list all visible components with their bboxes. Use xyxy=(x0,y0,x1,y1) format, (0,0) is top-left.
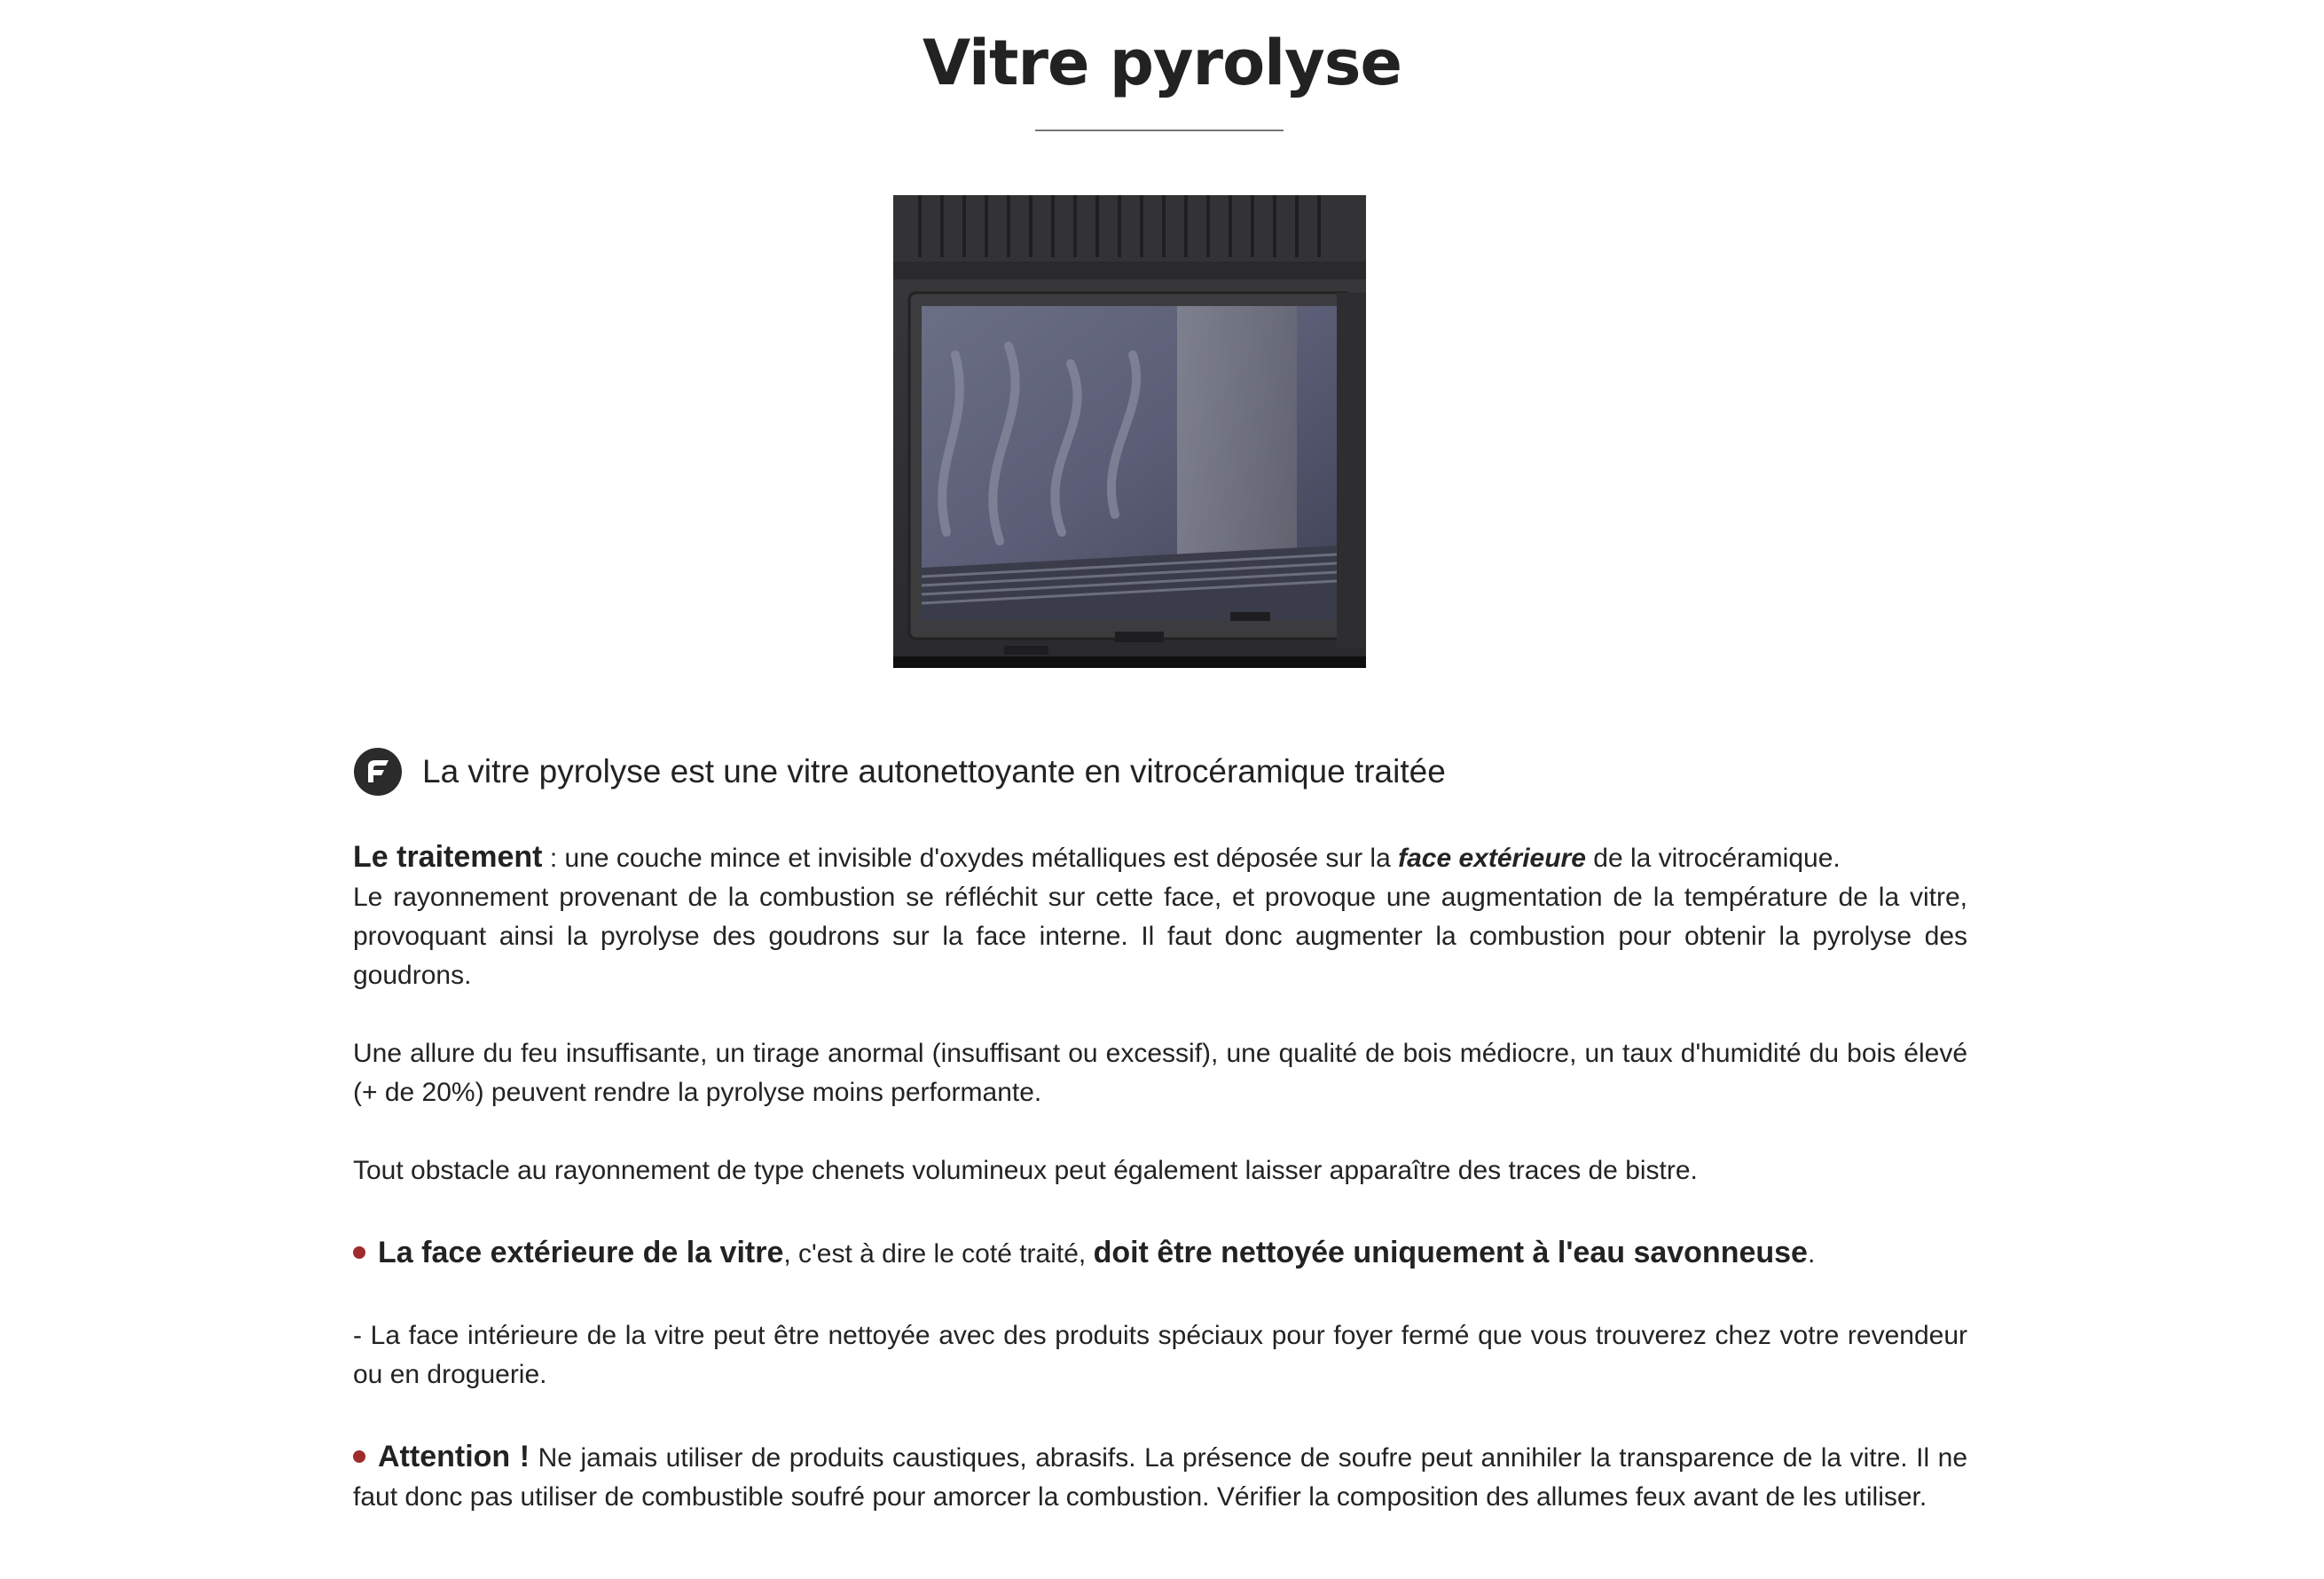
title-underline xyxy=(1035,130,1284,131)
treatment-text-before: : une couche mince et invisible d'oxydes métalliques est déposée sur la xyxy=(542,844,1399,873)
exterior-strong-1: La face extérieure de la vitre xyxy=(378,1236,784,1269)
treatment-emphasis: face extérieure xyxy=(1398,844,1586,873)
obstacle-paragraph: Tout obstacle au rayonnement de type chenets volumineux peut également laisser apparaître des traces de bistre. xyxy=(353,1156,1698,1185)
fireplace-glass-photo xyxy=(893,195,1366,668)
section-heading-text: La vitre pyrolyse est une vitre autonettoyante en vitrocéramique traitée xyxy=(422,753,1446,790)
bullet-dot-icon xyxy=(353,1450,365,1463)
exterior-middle: , c'est à dire le coté traité, xyxy=(783,1239,1094,1269)
bullet-dot-icon xyxy=(353,1246,365,1259)
radiation-paragraph: Le rayonnement provenant de la combustion se réfléchit sur cette face, et provoque une augmentation de la température de la vitre, provoquant ainsi la pyrolyse des goudrons sur la face interne. Il faut donc augmenter la combustion pour obtenir la pyrolyse des goudrons. xyxy=(353,883,1967,990)
allure-paragraph: Une allure du feu insuffisante, un tirage anormal (insuffisant ou excessif), une qualité de bois médiocre, un taux d'humidité du bois élevé (+ de 20%) peuvent rendre la pyrolyse moins performante. xyxy=(353,1039,1967,1107)
treatment-paragraph xyxy=(353,837,1967,878)
attention-text: Ne jamais utiliser de produits caustiques, abrasifs. La présence de soufre peut annihiler la transparence de la vitre. Il ne faut donc pas utiliser de combustible soufré pour amorcer la combustion. Vérifier la composition des allumes feux avant de les utiliser. xyxy=(353,1443,1968,1512)
exterior-bullet xyxy=(353,1233,1967,1274)
brand-logo-icon xyxy=(353,747,403,797)
exterior-end: . xyxy=(1807,1239,1816,1269)
attention-bullet xyxy=(353,1437,1967,1517)
exterior-strong-2: doit être nettoyée uniquement à l'eau savonneuse xyxy=(1093,1236,1808,1269)
treatment-text-after: de la vitrocéramique. xyxy=(1585,844,1841,873)
treatment-label: Le traitement xyxy=(353,840,543,874)
interior-paragraph: - La face intérieure de la vitre peut être nettoyée avec des produits spéciaux pour foyer fermé que vous trouverez chez votre revendeur ou en droguerie. xyxy=(353,1321,1967,1389)
attention-label: Attention ! xyxy=(378,1440,530,1473)
article-body xyxy=(353,745,1967,1517)
section-heading xyxy=(353,745,1967,798)
page-title: Vitre pyrolyse xyxy=(923,27,1401,99)
